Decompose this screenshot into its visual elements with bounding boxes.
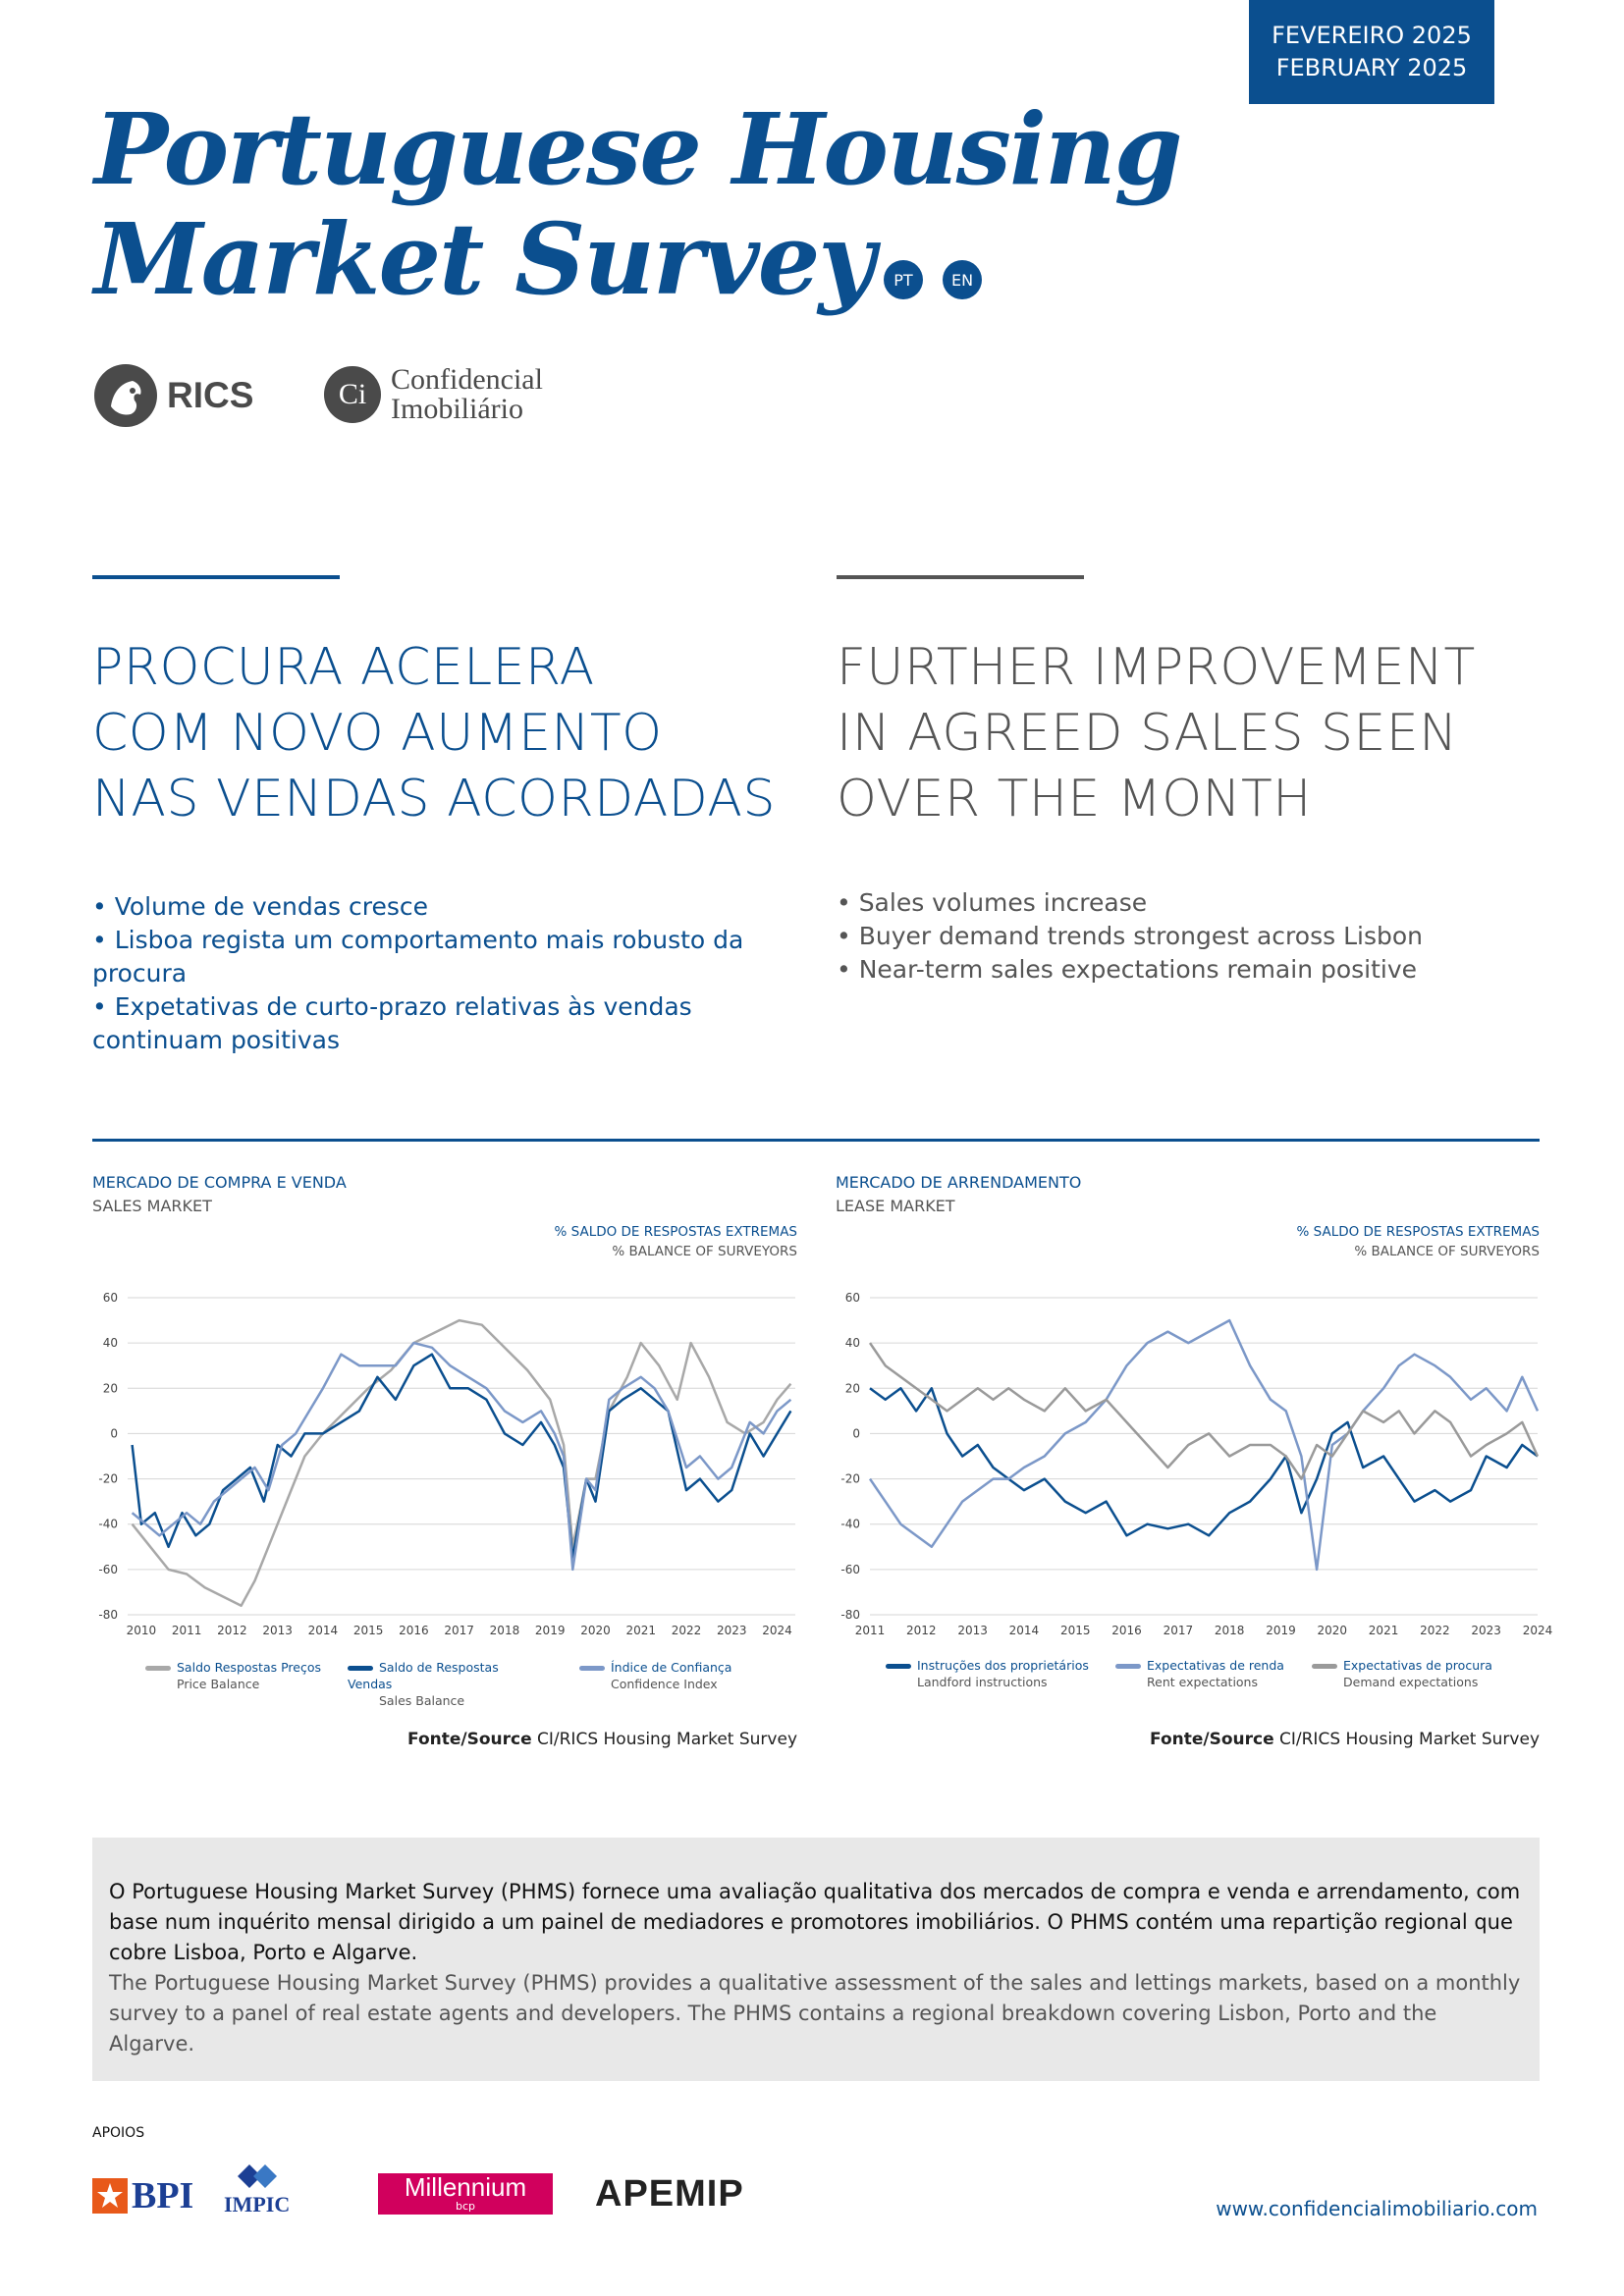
date-en: FEBRUARY 2025 (1275, 54, 1468, 81)
section-divider (92, 1139, 1540, 1142)
x-tick-label: 2015 (352, 1624, 384, 1637)
sales-source (393, 1730, 797, 1749)
sales-legend-item (579, 1659, 756, 1692)
y-tick-label: 20 (844, 1381, 860, 1396)
date-pt: FEVEREIRO 2025 (1272, 22, 1472, 49)
lease-chart-title (836, 1171, 1081, 1218)
info-box (92, 1838, 1540, 2081)
y-tick-label: 60 (102, 1291, 118, 1305)
y-tick-label: -60 (98, 1562, 118, 1576)
pt-headline (92, 635, 799, 832)
date-badge (1249, 0, 1494, 104)
pt-bullets (92, 890, 780, 1057)
x-tick-label: 2014 (307, 1624, 339, 1637)
millennium-wordmark: Millennium (404, 2172, 527, 2202)
x-tick-label: 2016 (399, 1624, 429, 1637)
x-tick-label: 2019 (534, 1624, 566, 1637)
en-bullet: • Buyer demand trends strongest across Lisbon (837, 922, 1423, 950)
pt-bullet: • Volume de vendas cresce (92, 892, 429, 921)
pt-headline-line: NAS VENDAS ACORDADAS (92, 770, 777, 828)
x-tick-label: 2021 (1368, 1624, 1399, 1637)
en-headline-line: FURTHER IMPROVEMENT (837, 638, 1476, 697)
y-tick-label: -20 (840, 1471, 860, 1486)
x-tick-label: 2014 (1008, 1624, 1040, 1637)
legend-label-en: Confidence Index (611, 1677, 718, 1691)
en-rule (837, 575, 1084, 579)
x-tick-label: 2021 (625, 1624, 656, 1637)
lang-en-button[interactable]: EN (943, 260, 982, 299)
ci-logo: Ci (324, 366, 381, 423)
series-line (870, 1388, 1538, 1535)
en-headline (837, 635, 1543, 832)
en-headline-line: IN AGREED SALES SEEN (837, 704, 1458, 763)
lang-pt-button[interactable]: PT (884, 260, 923, 299)
sales-chart-unit (491, 1222, 797, 1261)
legend-label-en: Sales Balance (379, 1693, 465, 1708)
source-label: Fonte/Source (1150, 1730, 1274, 1749)
x-tick-label: 2017 (444, 1624, 474, 1637)
lease-legend-item (1312, 1657, 1508, 1690)
x-tick-label: 2019 (1266, 1624, 1296, 1637)
series-line (133, 1343, 791, 1570)
x-tick-label: 2011 (854, 1624, 886, 1637)
legend-label: Saldo de Respostas Vendas (348, 1660, 499, 1691)
y-tick-label: 0 (110, 1426, 118, 1441)
x-tick-label: 2010 (126, 1624, 157, 1637)
rics-wordmark: RICS (167, 375, 254, 415)
x-tick-label: 2024 (1522, 1624, 1553, 1637)
impic-wordmark: IMPIC (224, 2192, 291, 2216)
lease-source (1135, 1730, 1540, 1749)
y-tick-label: -40 (98, 1517, 118, 1531)
y-tick-label: 60 (844, 1291, 860, 1305)
info-text-en: The Portuguese Housing Market Survey (PHMS) provides a qualitative assessment of the sales and lettings markets, based on a monthly survey to a panel of real estate agents and developers. The PHMS contains a regional breakdown covering Lisbon, Porto and the Algarve. (109, 1971, 1521, 2056)
x-tick-label: 2022 (671, 1624, 702, 1637)
legend-label: Expectativas de renda (1147, 1658, 1284, 1673)
lease-chart-title-en: LEASE MARKET (836, 1197, 955, 1215)
ci-line-1: Confidencial (391, 363, 543, 396)
pt-bullet: • Lisboa regista um comportamento mais robusto da procura (92, 926, 744, 988)
x-tick-label: 2012 (906, 1624, 937, 1637)
x-tick-label: 2018 (489, 1624, 520, 1637)
legend-label-en: Price Balance (177, 1677, 260, 1691)
sales-unit-pt: % SALDO DE RESPOSTAS EXTREMAS (554, 1224, 797, 1240)
lease-chart (831, 1276, 1553, 1649)
bpi-logo (92, 2174, 194, 2217)
rics-lion-logo (93, 363, 158, 428)
sales-chart (88, 1276, 805, 1649)
sales-chart-title-en: SALES MARKET (92, 1197, 212, 1215)
source-label: Fonte/Source (407, 1730, 532, 1749)
x-tick-label: 2013 (262, 1624, 293, 1637)
x-tick-label: 2017 (1163, 1624, 1194, 1637)
legend-label-en: Demand expectations (1343, 1675, 1479, 1689)
pt-headline-line: PROCURA ACELERA (92, 638, 595, 697)
lease-unit-en: % BALANCE OF SURVEYORS (1354, 1244, 1540, 1259)
lease-legend-item (886, 1657, 1092, 1690)
y-tick-label: -80 (98, 1608, 118, 1622)
y-tick-label: -20 (98, 1471, 118, 1486)
bcp-wordmark: bcp (455, 2200, 475, 2213)
y-tick-label: -40 (840, 1517, 860, 1531)
title-line-2: Market Survey (94, 201, 874, 317)
x-tick-label: 2022 (1420, 1624, 1450, 1637)
legend-label-en: Landford instructions (917, 1675, 1048, 1689)
legend-swatch (1115, 1664, 1141, 1669)
lease-legend-item (1115, 1657, 1292, 1690)
impic-logo (224, 2164, 342, 2223)
x-tick-label: 2012 (217, 1624, 247, 1637)
legend-swatch (348, 1666, 373, 1671)
en-headline-line: OVER THE MONTH (837, 770, 1312, 828)
page-title (94, 91, 1194, 317)
x-tick-label: 2018 (1214, 1624, 1245, 1637)
pt-rule (92, 575, 340, 579)
y-tick-label: 40 (102, 1336, 118, 1351)
title-line-1: Portuguese Housing (94, 91, 1181, 207)
x-tick-label: 2020 (580, 1624, 611, 1637)
y-tick-label: -60 (840, 1562, 860, 1576)
bpi-star-icon (92, 2178, 128, 2214)
millennium-logo (378, 2173, 553, 2215)
lease-unit-pt: % SALDO DE RESPOSTAS EXTREMAS (1296, 1224, 1540, 1240)
sales-legend-item (348, 1659, 544, 1709)
legend-label: Instruções dos proprietários (917, 1658, 1089, 1673)
series-line (870, 1343, 1538, 1479)
y-tick-label: 20 (102, 1381, 118, 1396)
website-link[interactable]: www.confidencialimobiliario.com (1216, 2197, 1538, 2220)
y-tick-label: 40 (844, 1336, 860, 1351)
en-bullet: • Sales volumes increase (837, 888, 1148, 917)
x-tick-label: 2013 (957, 1624, 988, 1637)
pt-headline-line: COM NOVO AUMENTO (92, 704, 663, 763)
legend-swatch (1312, 1664, 1337, 1669)
legend-label-en: Rent expectations (1147, 1675, 1258, 1689)
ci-wordmark (391, 365, 543, 424)
x-tick-label: 2023 (716, 1624, 747, 1637)
x-tick-label: 2023 (1471, 1624, 1501, 1637)
impic-diamond-icon (236, 2164, 285, 2190)
ci-line-2: Imobiliário (391, 393, 523, 425)
en-bullets (837, 886, 1524, 987)
pt-bullet: • Expetativas de curto-prazo relativas às vendas continuam positivas (92, 992, 692, 1054)
x-tick-label: 2015 (1059, 1624, 1091, 1637)
x-tick-label: 2024 (762, 1624, 792, 1637)
legend-swatch (886, 1664, 911, 1669)
source-text: CI/RICS Housing Market Survey (531, 1730, 797, 1749)
lease-chart-unit (1233, 1222, 1540, 1261)
legend-label: Saldo Respostas Preços (177, 1660, 321, 1675)
lease-chart-title-pt: MERCADO DE ARRENDAMENTO (836, 1173, 1082, 1192)
legend-label: Expectativas de procura (1343, 1658, 1492, 1673)
apemip-logo: APEMIP (595, 2173, 744, 2215)
legend-swatch (145, 1666, 171, 1671)
x-tick-label: 2020 (1317, 1624, 1348, 1637)
series-line (133, 1355, 791, 1559)
bpi-wordmark: BPI (132, 2175, 194, 2216)
legend-label: Índice de Confiança (611, 1660, 732, 1675)
sales-legend-item (145, 1659, 322, 1692)
x-tick-label: 2011 (171, 1624, 202, 1637)
source-text: CI/RICS Housing Market Survey (1273, 1730, 1540, 1749)
y-tick-label: 0 (852, 1426, 860, 1441)
en-bullet: • Near-term sales expectations remain positive (837, 955, 1418, 984)
info-text-pt: O Portuguese Housing Market Survey (PHMS) fornece uma avaliação qualitativa dos mercados de compra e venda e arrendamento, com base num inquérito mensal dirigido a um painel de mediadores e promotores imobiliários. O PHMS contém uma repartição regional que cobre Lisboa, Porto e Algarve. (109, 1880, 1521, 1964)
sales-chart-title-pt: MERCADO DE COMPRA E VENDA (92, 1173, 347, 1192)
sales-chart-title (92, 1171, 347, 1218)
y-tick-label: -80 (840, 1608, 860, 1622)
legend-swatch (579, 1666, 605, 1671)
sales-unit-en: % BALANCE OF SURVEYORS (612, 1244, 797, 1259)
apoios-label: APOIOS (92, 2125, 145, 2141)
x-tick-label: 2016 (1111, 1624, 1142, 1637)
